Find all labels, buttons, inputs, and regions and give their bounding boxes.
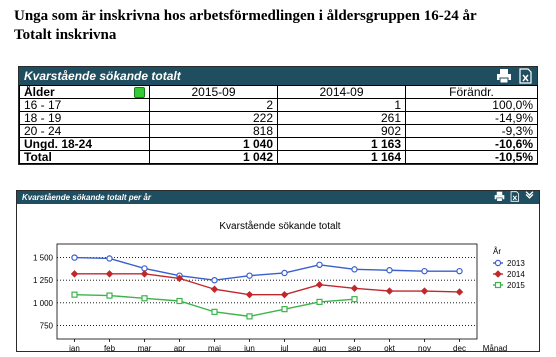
data-point [177, 299, 182, 304]
change-cell: 100,0% [406, 99, 538, 112]
data-point [212, 286, 218, 292]
table-row [20, 99, 538, 112]
page-title [14, 7, 544, 45]
data-point [352, 297, 357, 302]
data-point [107, 256, 112, 261]
data-point [352, 267, 357, 272]
export-excel-icon[interactable] [509, 191, 520, 202]
column-header-age[interactable]: Ålder [20, 86, 150, 99]
data-table [19, 85, 538, 164]
value-2014-cell: 1 163 [278, 138, 406, 151]
x-tick-label: okt [384, 344, 395, 351]
data-point [212, 278, 217, 283]
data-point [247, 292, 253, 298]
table-panel-header [19, 67, 537, 85]
value-2014-cell: 1 [278, 99, 406, 112]
y-tick-label: 1 000 [32, 298, 53, 308]
column-header-2014[interactable]: 2014-09 [278, 86, 406, 99]
age-cell: 20 - 24 [20, 125, 150, 138]
age-cell: 16 - 17 [20, 99, 150, 112]
x-tick-label: mar [137, 344, 152, 351]
data-point [422, 288, 428, 294]
value-2015-cell: 818 [150, 125, 278, 138]
data-point [142, 271, 148, 277]
x-tick-label: jul [280, 344, 289, 351]
table-header-row [20, 86, 538, 99]
print-icon[interactable] [496, 68, 512, 84]
change-cell: -14,9% [406, 112, 538, 125]
data-point [422, 269, 427, 274]
data-point [72, 292, 77, 297]
change-cell: -10,5% [406, 151, 538, 164]
chart-title: Kvarstående sökande totalt [219, 221, 341, 232]
value-2015-cell: 1 040 [150, 138, 278, 151]
data-point [247, 314, 252, 319]
chart-panel-header [17, 191, 539, 204]
y-tick-label: 1 500 [32, 253, 53, 263]
page-title-line1: Unga som är inskrivna hos arbetsförmedlingen i åldersgruppen 16-24 år [14, 8, 477, 24]
legend-label: 2013 [507, 259, 525, 268]
legend-label: 2015 [507, 281, 525, 290]
page-title-line2: Totalt inskrivna [14, 27, 117, 43]
table-row-subtotal [20, 138, 538, 151]
legend-label: 2014 [507, 270, 525, 279]
x-tick-label: sep [348, 344, 361, 351]
age-cell: Total [20, 151, 150, 164]
table-row-total [20, 151, 538, 164]
series-line-2014 [75, 274, 460, 295]
legend-title: År [493, 247, 501, 256]
value-2015-cell: 2 [150, 99, 278, 112]
change-cell: -10,6% [406, 138, 538, 151]
table-row [20, 112, 538, 125]
x-tick-label: nov [418, 344, 431, 351]
chart-panel-title: Kvarstående sökande totalt per år [22, 193, 151, 202]
y-tick-label: 1 250 [32, 276, 53, 286]
export-excel-icon[interactable] [517, 68, 533, 84]
data-point [142, 296, 147, 301]
data-point [317, 262, 322, 267]
data-point [387, 288, 393, 294]
data-point [387, 268, 392, 273]
value-2014-cell: 902 [278, 125, 406, 138]
value-2014-cell: 1 164 [278, 151, 406, 164]
change-cell: -9,3% [406, 125, 538, 138]
data-point [282, 270, 287, 275]
age-cell: Ungd. 18-24 [20, 138, 150, 151]
series-line-2013 [75, 258, 460, 281]
x-tick-label: feb [103, 344, 116, 351]
x-tick-label: apr [173, 344, 186, 351]
filter-indicator-icon[interactable] [134, 87, 145, 98]
data-point [495, 271, 501, 277]
data-point [107, 271, 113, 277]
data-point [282, 292, 288, 298]
data-point [352, 285, 358, 291]
chart-panel [16, 190, 540, 352]
data-point [317, 299, 322, 304]
x-tick-label: jun [244, 344, 255, 351]
y-tick-label: 750 [39, 321, 53, 331]
x-tick-label: aug [312, 344, 327, 351]
data-point [247, 273, 252, 278]
print-icon[interactable] [494, 191, 505, 202]
x-tick-label: jan [69, 344, 80, 351]
column-header-2015[interactable]: 2015-09 [150, 86, 278, 99]
data-point [457, 269, 462, 274]
data-point [282, 307, 287, 312]
value-2015-cell: 1 042 [150, 151, 278, 164]
data-point [317, 282, 323, 288]
x-axis-label: Månad [482, 344, 508, 351]
table-row [20, 125, 538, 138]
data-point [457, 289, 463, 295]
table-panel-title: Kvarstående sökande totalt [24, 69, 181, 83]
data-point [495, 260, 500, 265]
data-point [107, 293, 112, 298]
column-header-change[interactable]: Förändr. [406, 86, 538, 99]
data-point [212, 309, 217, 314]
x-tick-label: dec [453, 344, 466, 351]
data-point [496, 283, 501, 288]
x-tick-label: maj [208, 344, 221, 351]
expand-icon[interactable] [524, 191, 535, 202]
table-panel [18, 66, 538, 165]
data-point [72, 271, 78, 277]
age-cell: 18 - 19 [20, 112, 150, 125]
value-2014-cell: 261 [278, 112, 406, 125]
line-chart [17, 204, 539, 351]
value-2015-cell: 222 [150, 112, 278, 125]
data-point [72, 255, 77, 260]
